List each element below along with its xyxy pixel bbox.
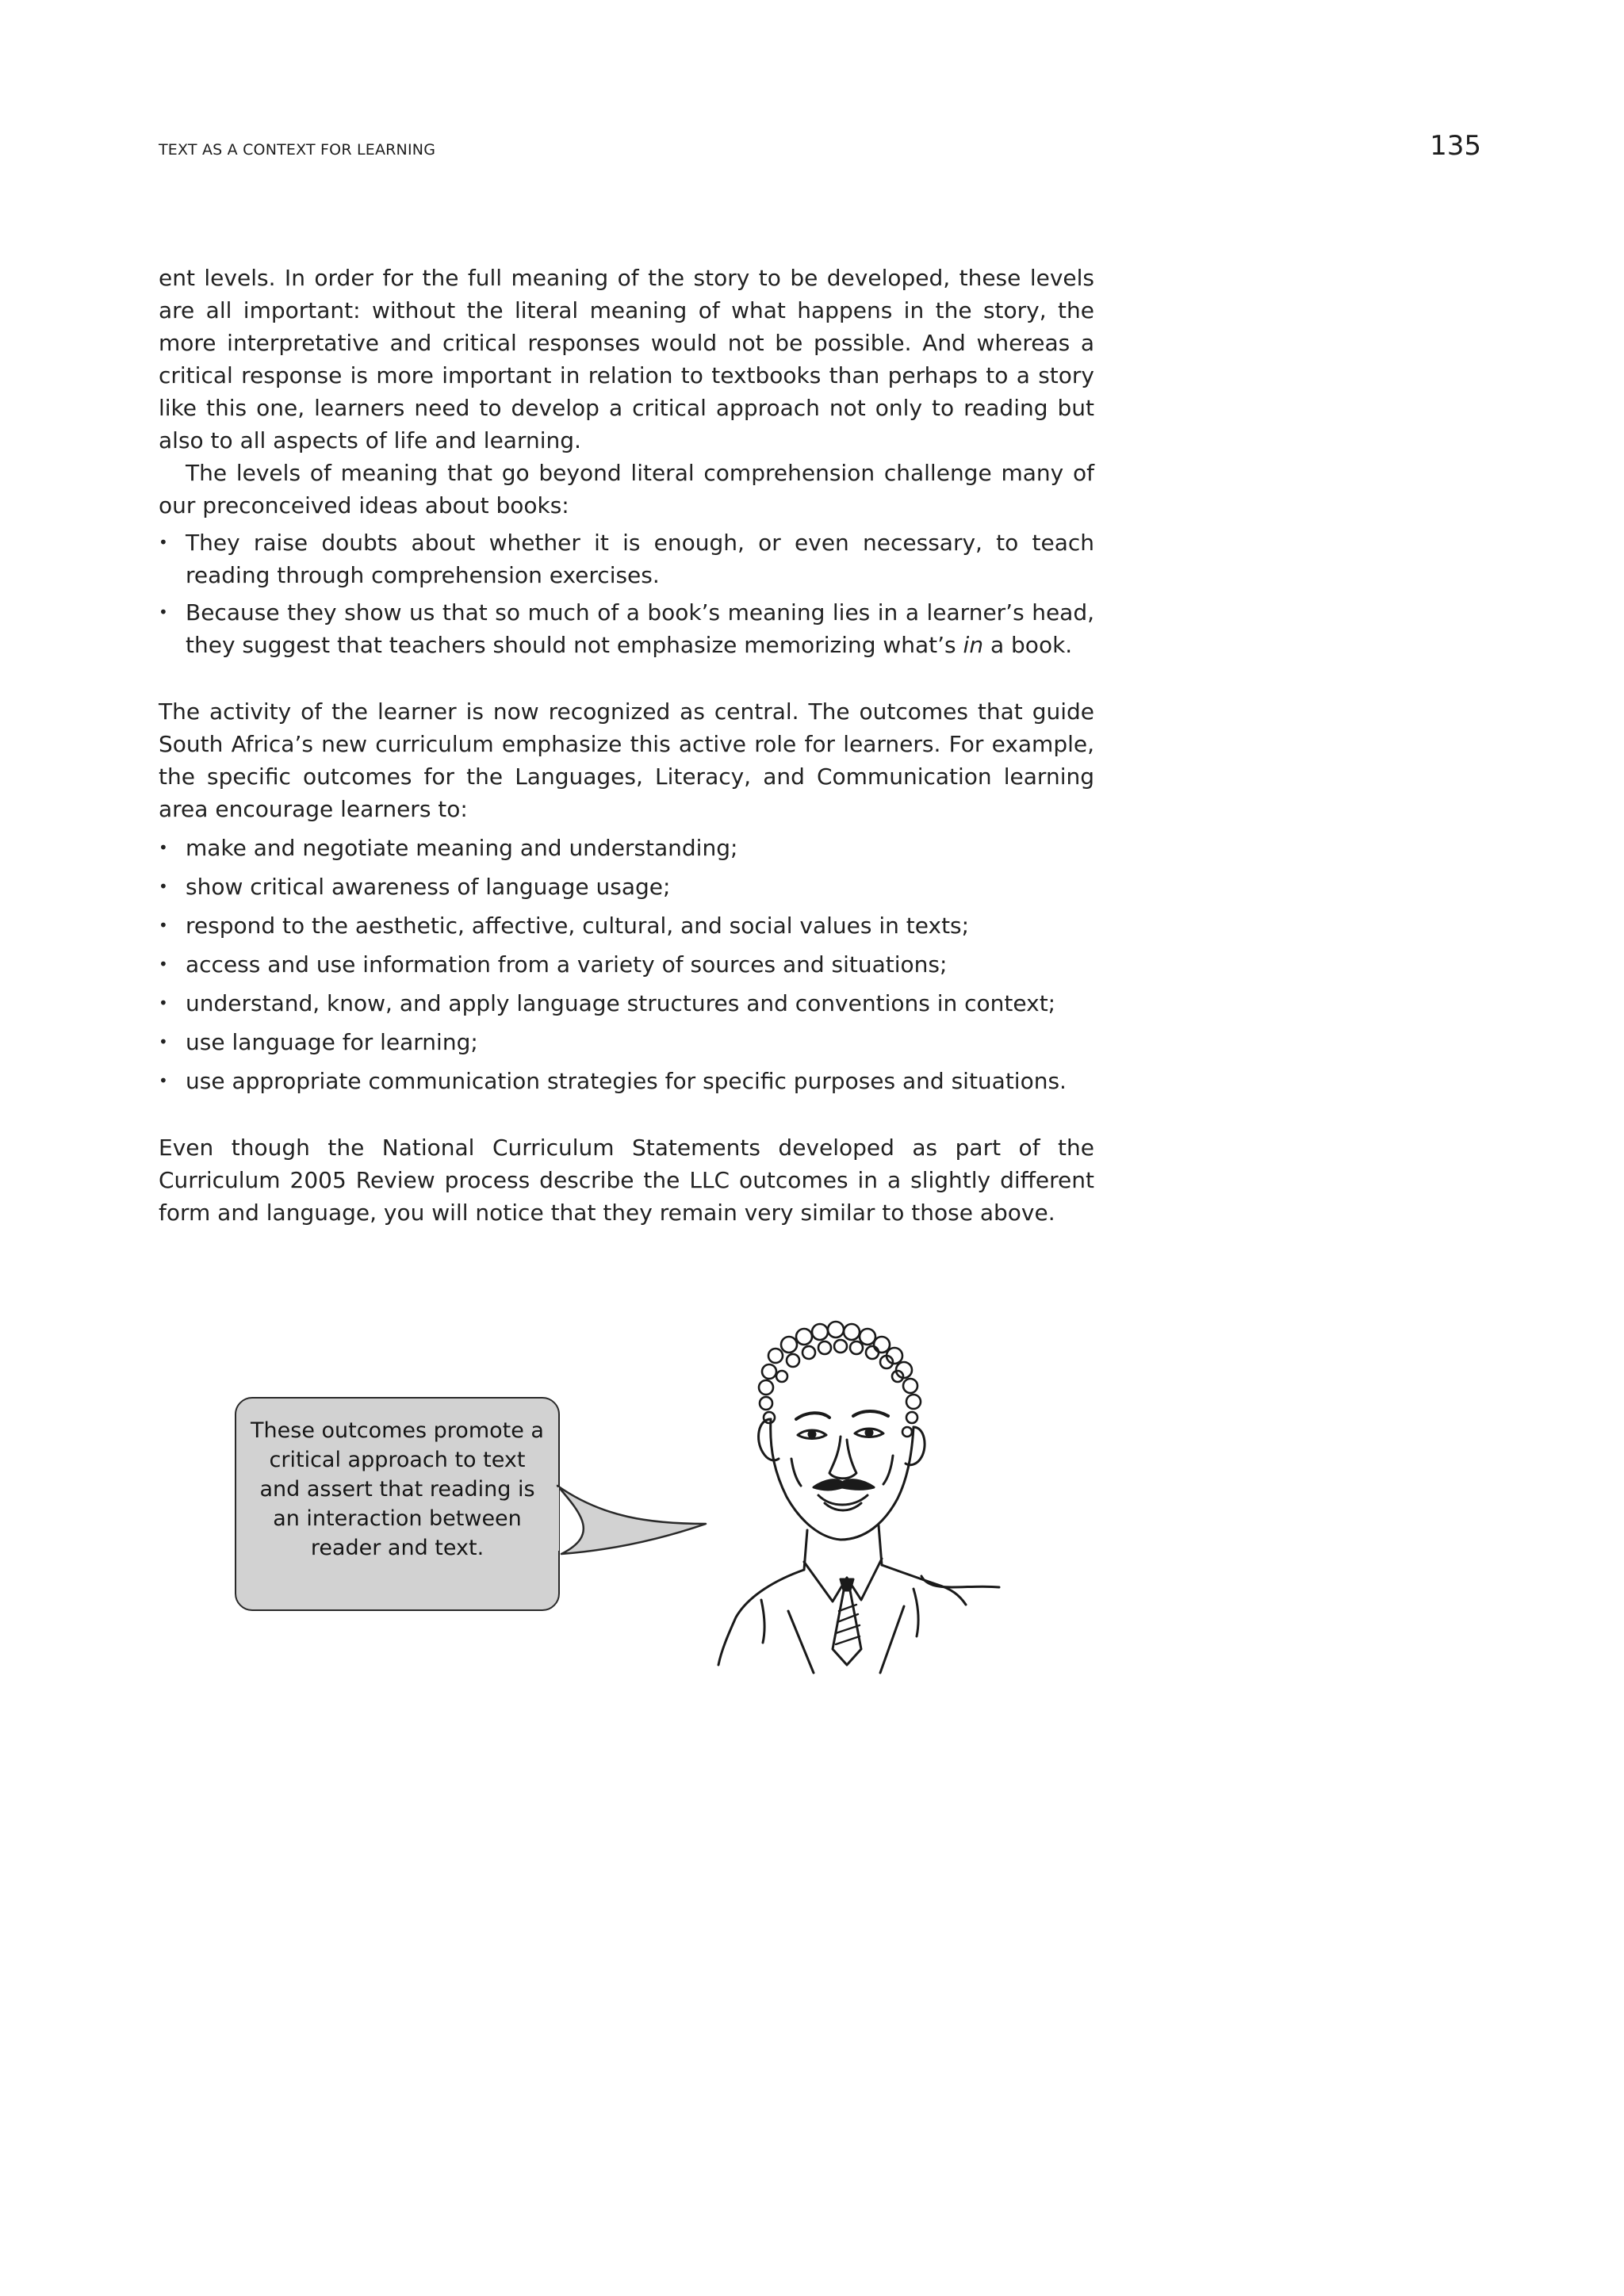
list-item: • use language for learning; <box>159 1026 1094 1058</box>
list-item: • use appropriate communication strategies for specific purposes and situations. <box>159 1065 1094 1097</box>
paragraph-activity-of-learner: The activity of the learner is now recognized as central. The outcomes that guide South Africa’s new curriculum emphasize this active role for learners. For example, the specific outcomes for the Languages, Literacy, and Communication learning area encourage learners to: <box>159 698 1094 822</box>
outcomes-list <box>159 832 1094 1097</box>
teacher-portrait-icon <box>714 1300 1023 1681</box>
running-head: TEXT AS A CONTEXT FOR LEARNING <box>159 141 436 159</box>
list-item <box>159 596 1094 661</box>
body-text <box>159 262 1094 1229</box>
paragraph-levels-of-meaning: The levels of meaning that go beyond literal comprehension challenge many of our preconceived ideas about books: <box>159 460 1094 519</box>
list-item-text: a book. <box>983 632 1073 658</box>
list-item: • They raise doubts about whether it is enough, or even necessary, to teach reading through comprehension exercises. <box>159 526 1094 591</box>
page-number: 135 <box>1430 130 1481 162</box>
emphasis-in: in <box>963 632 984 658</box>
list-item: • access and use information from a variety of sources and situations; <box>159 948 1094 981</box>
paragraph-continued: ent levels. In order for the full meaning of the story to be developed, these levels are all important: without the literal meaning of what happens in the story, the more interpretative and critical responses would not be possible. And whereas a critical response is more important in relation to textbooks than perhaps to a story like this one, learners need to develop a critical approach not only to reading but also to all aspects of life and learning. <box>159 265 1094 453</box>
list-item: • respond to the aesthetic, affective, cultural, and social values in texts; <box>159 909 1094 942</box>
list-item: • understand, know, and apply language structures and conventions in context; <box>159 987 1094 1020</box>
speech-bubble-tail <box>555 1479 714 1559</box>
paragraph-national-curriculum: Even though the National Curriculum Statements developed as part of the Curriculum 2005 Review process describe the LLC outcomes in a slightly different form and language, you will notice that they remain very similar to those above. <box>159 1135 1094 1226</box>
speech-bubble: These outcomes promote a critical approach to text and assert that reading is an interaction between reader and text. <box>235 1397 560 1611</box>
list-item-text: Because they show us that so much of a book’s meaning lies in a learner’s head, they suggest that teachers should not emphasize memorizing what’s <box>186 599 1094 658</box>
list-item: • show critical awareness of language usage; <box>159 871 1094 903</box>
doubts-list <box>159 526 1094 661</box>
list-item: • make and negotiate meaning and understanding; <box>159 832 1094 864</box>
